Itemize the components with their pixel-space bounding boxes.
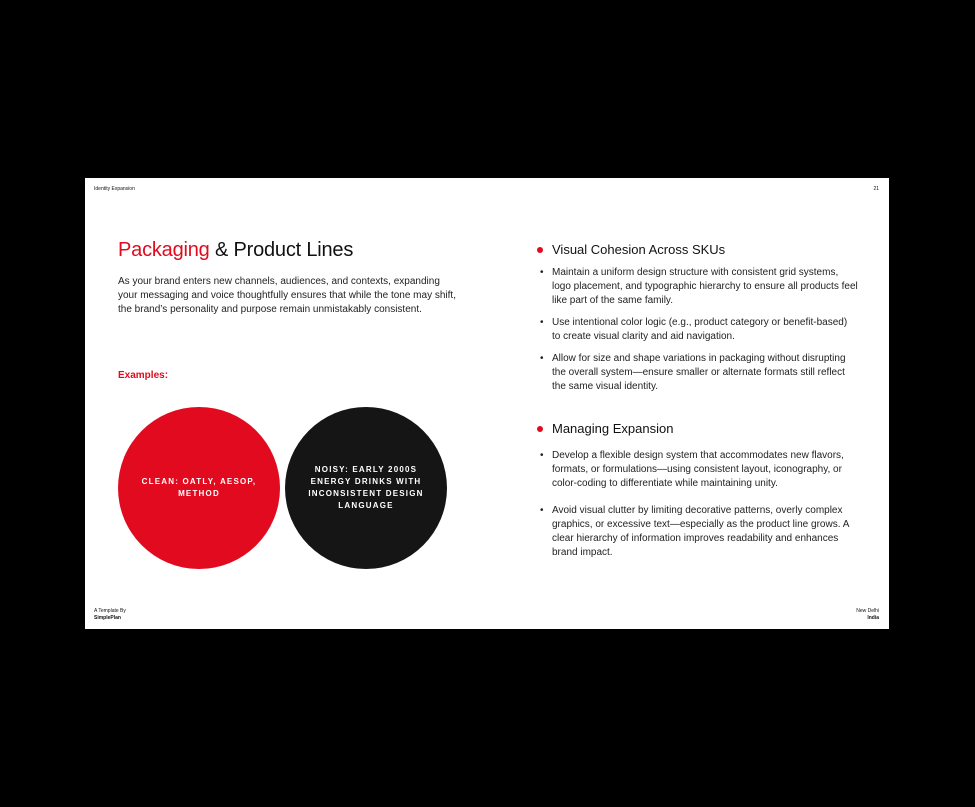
noisy-example-text: NOISY: EARLY 2000S ENERGY DRINKS WITH INCONSISTENT DESIGN LANGUAGE bbox=[308, 465, 424, 510]
footer-credit-line: A Template By bbox=[94, 608, 126, 614]
page-title bbox=[118, 239, 353, 262]
noisy-example-circle bbox=[285, 407, 447, 569]
section-title-visual-cohesion: Visual Cohesion Across SKUs bbox=[552, 242, 726, 257]
section-title-managing-expansion: Managing Expansion bbox=[552, 421, 674, 436]
footer-brand: SimplePlan bbox=[94, 615, 121, 621]
list-item: • Develop a flexible design system that accommodates new flavors, formats, or formulations—using consistent layout, iconography, or color-coding to differentiate while maintaining unity. bbox=[538, 449, 858, 491]
list-item: • Allow for size and shape variations in packaging without disrupting the overall system—ensure smaller or alternate formats still reflect the same visual identity. bbox=[538, 352, 858, 394]
footer-credit bbox=[94, 608, 126, 622]
footer-city: New Delhi bbox=[856, 608, 879, 614]
intro-paragraph: As your brand enters new channels, audiences, and contexts, expanding your messaging and voice thoughtfully ensures that while the tone may shift, the brand’s personality and purpose remain unmistakably consistent. bbox=[118, 276, 456, 315]
clean-example-text: CLEAN: OATLY, AESOP, METHOD bbox=[141, 477, 257, 498]
section-label: Identity Expansion bbox=[94, 186, 135, 192]
title-accent: Packaging bbox=[118, 239, 210, 261]
managing-expansion-list bbox=[538, 449, 858, 573]
list-item: • Maintain a uniform design structure with consistent grid systems, logo placement, and typographic hierarchy to ensure all products feel like part of the same family. bbox=[538, 266, 858, 308]
list-item: • Avoid visual clutter by limiting decorative patterns, overly complex graphics, or excessive text—especially as the product line grows. A clear hierarchy of information improves readability and enhances brand impact. bbox=[538, 504, 858, 560]
footer-location bbox=[856, 608, 879, 622]
visual-cohesion-list bbox=[538, 266, 858, 402]
title-rest: & Product Lines bbox=[209, 239, 354, 261]
page-number: 21 bbox=[873, 186, 879, 192]
examples-label: Examples: bbox=[118, 370, 169, 381]
clean-example-circle bbox=[118, 407, 280, 569]
list-item: • Use intentional color logic (e.g., product category or benefit-based) to create visual clarity and aid navigation. bbox=[538, 316, 858, 344]
section-bullet-icon bbox=[537, 247, 543, 253]
footer-country: India bbox=[867, 615, 879, 621]
slide bbox=[85, 178, 889, 629]
section-bullet-icon bbox=[537, 426, 543, 432]
